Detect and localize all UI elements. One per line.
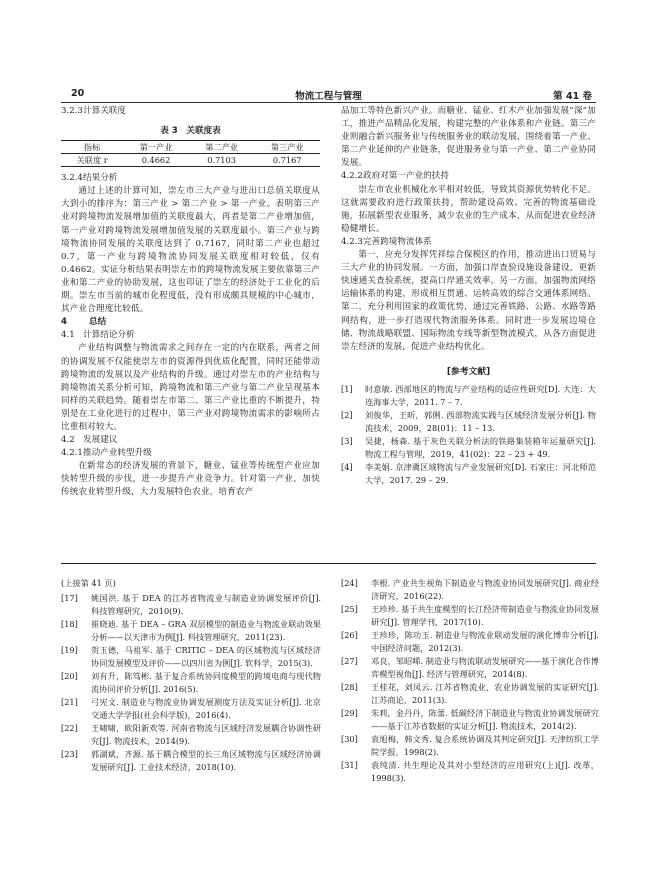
journal-name: 物流工程与管理	[295, 91, 362, 102]
reference-item	[61, 722, 321, 748]
reference-item	[61, 748, 321, 774]
reference-number: [22]	[61, 723, 78, 733]
reference-item	[61, 696, 321, 722]
reference-item	[341, 759, 599, 785]
table-caption: 表 3 关联度表	[160, 126, 221, 137]
reference-number: [18]	[61, 619, 78, 629]
reference-number: [2]	[341, 409, 353, 420]
reference-item	[341, 409, 596, 435]
paragraph-results-analysis: 通过上述的计算可知，崇左市三大产业与进出口总值关联度从大到小的排序为：第三产业 > 第二产业 > 第一产业。表明第三产业对跨境物流发展增加值的关联度最大，再者是第二产业增加值，第一产业对跨境物流发展增加值发展的关联度最小。第三产业与跨境物流协同发展的关联度达到了 0.7167，同时第二产业也超过 0.7，第一产业与跨境物流协同发展关联度相对较低，仅有 0.4662。实证分析结果表明崇左市的跨境物流发展主要依靠第三产业和第二产业的协助发展，这也印证了崇左的经济处于工业化的后期。崇左市当前的城市化程度低，没有形成颇具规模的中心城市，其产业合理度比较低。	[61, 186, 320, 315]
reference-number: [20]	[61, 671, 78, 681]
reference-number: [29]	[341, 708, 358, 718]
running-header	[61, 86, 596, 103]
section-number: 3.2.3	[61, 106, 83, 116]
continued-note: (上接第 41 页)	[61, 578, 116, 588]
section-title: 推动产业转型升级	[83, 448, 152, 459]
reference-text: 王珍珍，陈功玉. 制造业与物流业联动发展的演化博弈分析[J]. 中国经济问题，2012(3).	[371, 630, 599, 653]
section-title: 结果分析	[83, 173, 118, 184]
continued-references-left	[61, 577, 321, 774]
table-header-cell: 第二产业	[205, 142, 238, 153]
reference-item	[341, 707, 599, 733]
section-title: 计算结论分析	[83, 330, 135, 341]
paragraph-government-support: 崇左市农业机械化水平相对较低，导致其资源优势转化不足。这就需要政府进行政策扶持，帮助建设高效、完善的物流基础设施，拓展新型农业服务，减少农业的生产成本，从而促进农业经济稳健增长。	[341, 184, 596, 234]
reference-text: 郭湖斌，齐源. 基于耦合模型的长三角区域物流与区域经济协调发展研究[J]. 工业技术经济，2018(10).	[91, 749, 321, 772]
section-title: 发展建议	[83, 435, 118, 446]
reference-text: 袁旭梅，韩文秀. 复合系统协调及其判定研究[J]. 天津纺织工学院学报，1998(2).	[371, 734, 599, 757]
paragraph-industry-upgrade: 在新常态的经济发展的背景下，糖业、锰业等传统型产业应加快转型升级的步伐，进一步提升产业竞争力。针对第一产业，加快传统农业转型升级，大力发展特色农业，培育农产	[61, 461, 320, 498]
reference-text: 刘有升，陈笃彬. 基于复合系统协同度模型的跨境电商与现代物流协同评价分析[J]. 2016(5).	[91, 671, 321, 694]
volume-label: 第 41 卷	[553, 91, 592, 102]
reference-text: 邓良，邹昭晞. 制造业与物流联动发展研究——基于演化合作博弈模型视角[J]. 经济与管理研究，2014(8).	[371, 656, 599, 679]
section-heading-4-2	[61, 434, 320, 447]
reference-item	[341, 577, 599, 603]
reference-number: [28]	[341, 682, 358, 692]
section-title: 完善跨境物流体系	[363, 236, 432, 247]
table-header-cell: 第三产业	[270, 142, 304, 153]
reference-number: [3]	[341, 435, 353, 446]
reference-text: 弓宪文. 制造业与物流业协调发展测度方法及实证分析[J]. 北京交通大学学报(社会科学版)，2016(4).	[91, 697, 321, 720]
reference-number: [17]	[61, 593, 78, 603]
table-header-cell: 第一产业	[139, 142, 173, 153]
reference-number: [4]	[341, 461, 353, 472]
section-heading-4-2-3	[341, 236, 596, 249]
reference-number: [23]	[61, 749, 78, 759]
paragraph-industry-upgrade-continued: 品加工等特色新兴产业。而糖业、锰业、红木产业加强发展“深”加工，推进产品精品化发展，构建完整的产业体系和产业链。第三产业则融合新兴服务业与传统服务业的联动发展，围绕着第一产业、第二产业延伸的产业链条，促进服务业与第一产业、第二产业协同发展。	[341, 106, 596, 169]
reference-number: [19]	[61, 645, 78, 655]
reference-text: 贺玉德，马祖军. 基于 CRITIC – DEA 的区域物流与区域经济协同发展模型及评价——以四川省为例[J]. 软科学，2015(3).	[91, 645, 321, 668]
continued-references-right	[341, 577, 599, 785]
reference-number: [25]	[341, 604, 358, 614]
reference-number: [24]	[341, 578, 358, 588]
section-number: 3.2.4	[61, 173, 83, 184]
reference-item	[341, 603, 599, 629]
reference-text: 姚国洪. 基于 DEA 的江苏省物流业与制造业协调发展评价[J]. 科技管理研究，2010(9).	[91, 593, 321, 616]
reference-number: [31]	[341, 760, 358, 770]
section-title: 计算关联度	[83, 106, 126, 116]
left-column	[61, 105, 320, 500]
reference-number: [21]	[61, 697, 78, 707]
reference-text: 崔晓迪. 基于 DEA – GRA 双层模型的制造业与物流业联动效果分析——以天津市为例[J]. 科技管理研究，2011(23).	[91, 619, 321, 642]
reference-text: 李根. 产业共生视角下制造业与物流业协同发展研究[J]. 商业经济研究，2016(22).	[371, 578, 599, 601]
reference-number: [30]	[341, 734, 358, 744]
reference-item	[61, 618, 321, 644]
table-cell: 0.7103	[207, 155, 236, 166]
reference-item	[341, 461, 596, 487]
reference-text: 李美娟. 京津冀区域物流与产业发展研究[D]. 石家庄：河北师范大学，2017. 29 – 29.	[365, 461, 596, 485]
section-heading-3-2-4	[61, 172, 320, 185]
reference-item	[341, 733, 599, 759]
reference-text: 王啸啸，欧阳新欢等. 河南省物流与区域经济发展耦合协调性研究[J]. 物流技术，2014(9).	[91, 723, 321, 746]
reference-item	[341, 655, 599, 681]
reference-text: 吴捷，杨森. 基于灰色关联分析法的铁路集装箱年运量研究[J]. 物流工程与管理，2019，41(02)：22 – 23 + 49.	[365, 435, 596, 459]
references-heading: [参考文献]	[446, 366, 491, 377]
right-column	[341, 105, 596, 487]
page-number: 20	[71, 88, 85, 99]
paragraph-conclusion: 产业结构调整与物流需求之间存在一定的内在联系，两者之间的协调发展不仅能使崇左市的资源得到优质化配置，同时还能带动跨境物流的发展以及产业结构的升级。通过对崇左市的产业结构与跨境物流关系分析可知，跨境物流和第三产业与第二产业呈现基本同样的关联趋势。随着崇左市第二、第三产业比重的不断提升，特别是在工业化进行的过程中，第三产业对跨境物流需求的影响所占比重相对较大。	[61, 343, 320, 432]
reference-item	[341, 629, 599, 655]
section-divider	[61, 563, 596, 564]
reference-number: [27]	[341, 656, 358, 666]
section-heading-4	[61, 316, 320, 329]
section-heading-4-1	[61, 329, 320, 342]
section-number: 4.2.2	[341, 171, 363, 182]
section-number: 4.2	[61, 435, 75, 446]
table-header-cell: 指标	[83, 142, 101, 153]
correlation-table	[61, 140, 320, 167]
table-cell: 0.4662	[141, 155, 171, 166]
section-number: 4.2.1	[61, 448, 83, 459]
section-heading-4-2-2	[341, 170, 596, 183]
reference-text: 时意敏. 西部地区的物流与产业结构的适应性研究[D]. 大连：大连海事大学，2011. 7 – 7.	[365, 383, 596, 407]
section-number: 4.1	[61, 330, 75, 341]
reference-number: [26]	[341, 630, 358, 640]
reference-text: 刘俊华，王昕，郭俐. 西部物流实践与区域经济发展分析[J]. 物流技术，2009，28(01)：11 – 13.	[365, 409, 596, 433]
reference-item	[341, 681, 599, 707]
section-title: 总结	[89, 317, 107, 328]
reference-text: 王珍珍. 基于共生度模型的长江经济带制造业与物流业协同发展研究[J]. 管理学刊，2017(10).	[371, 604, 599, 627]
reference-text: 袁纯清. 共生理论及其对小型经济的应用研究(上)[J]. 改革，1998(3).	[371, 760, 599, 783]
table-row	[61, 154, 320, 167]
paragraph-logistics-system: 第一，应充分发挥凭祥综合保税区的作用，推动进出口贸易与三大产业的协同发展。一方面，加强口岸查验设施设备建设，更新快速通关查验系统，提高口岸通关效率。另一方面，加强物流网络运输体系的构建，形成相互贯通、运转高效的综合交通体系网络。第二，充分利用国家的政策优势，通过完善铁路、公路、水路等路网结构，进一步打造现代物流服务体系。同时进一步发展边境仓储、物流战略联盟、国际物流专线等新型物流模式，从各方面促进崇左经济的发展，促进产业结构优化。	[341, 250, 596, 352]
section-number: 4.2.3	[341, 236, 363, 247]
reference-item	[61, 644, 321, 670]
section-heading-3-2-3	[61, 105, 320, 118]
table-header-row	[61, 141, 320, 154]
reference-item	[341, 383, 596, 409]
table-cell: 0.7167	[272, 155, 302, 166]
table-cell: 关联度 r	[76, 155, 108, 166]
reference-item	[341, 435, 596, 461]
reference-item	[61, 592, 321, 618]
section-title: 政府对第一产业的扶持	[363, 171, 449, 182]
reference-text: 王桂花，刘凤云. 江苏省物流业、农业协调发展的实证研究[J]. 江苏商论，2011(3).	[371, 682, 599, 705]
reference-number: [1]	[341, 383, 353, 394]
section-heading-4-2-1	[61, 447, 320, 460]
section-number: 4	[61, 317, 67, 328]
reference-item	[61, 670, 321, 696]
reference-text: 朱莉，金丹丹，陈蕾. 低碳经济下制造业与物流业协调发展研究——基于江苏省数据的实证分析[J]. 物流技术，2014(2).	[371, 708, 599, 731]
